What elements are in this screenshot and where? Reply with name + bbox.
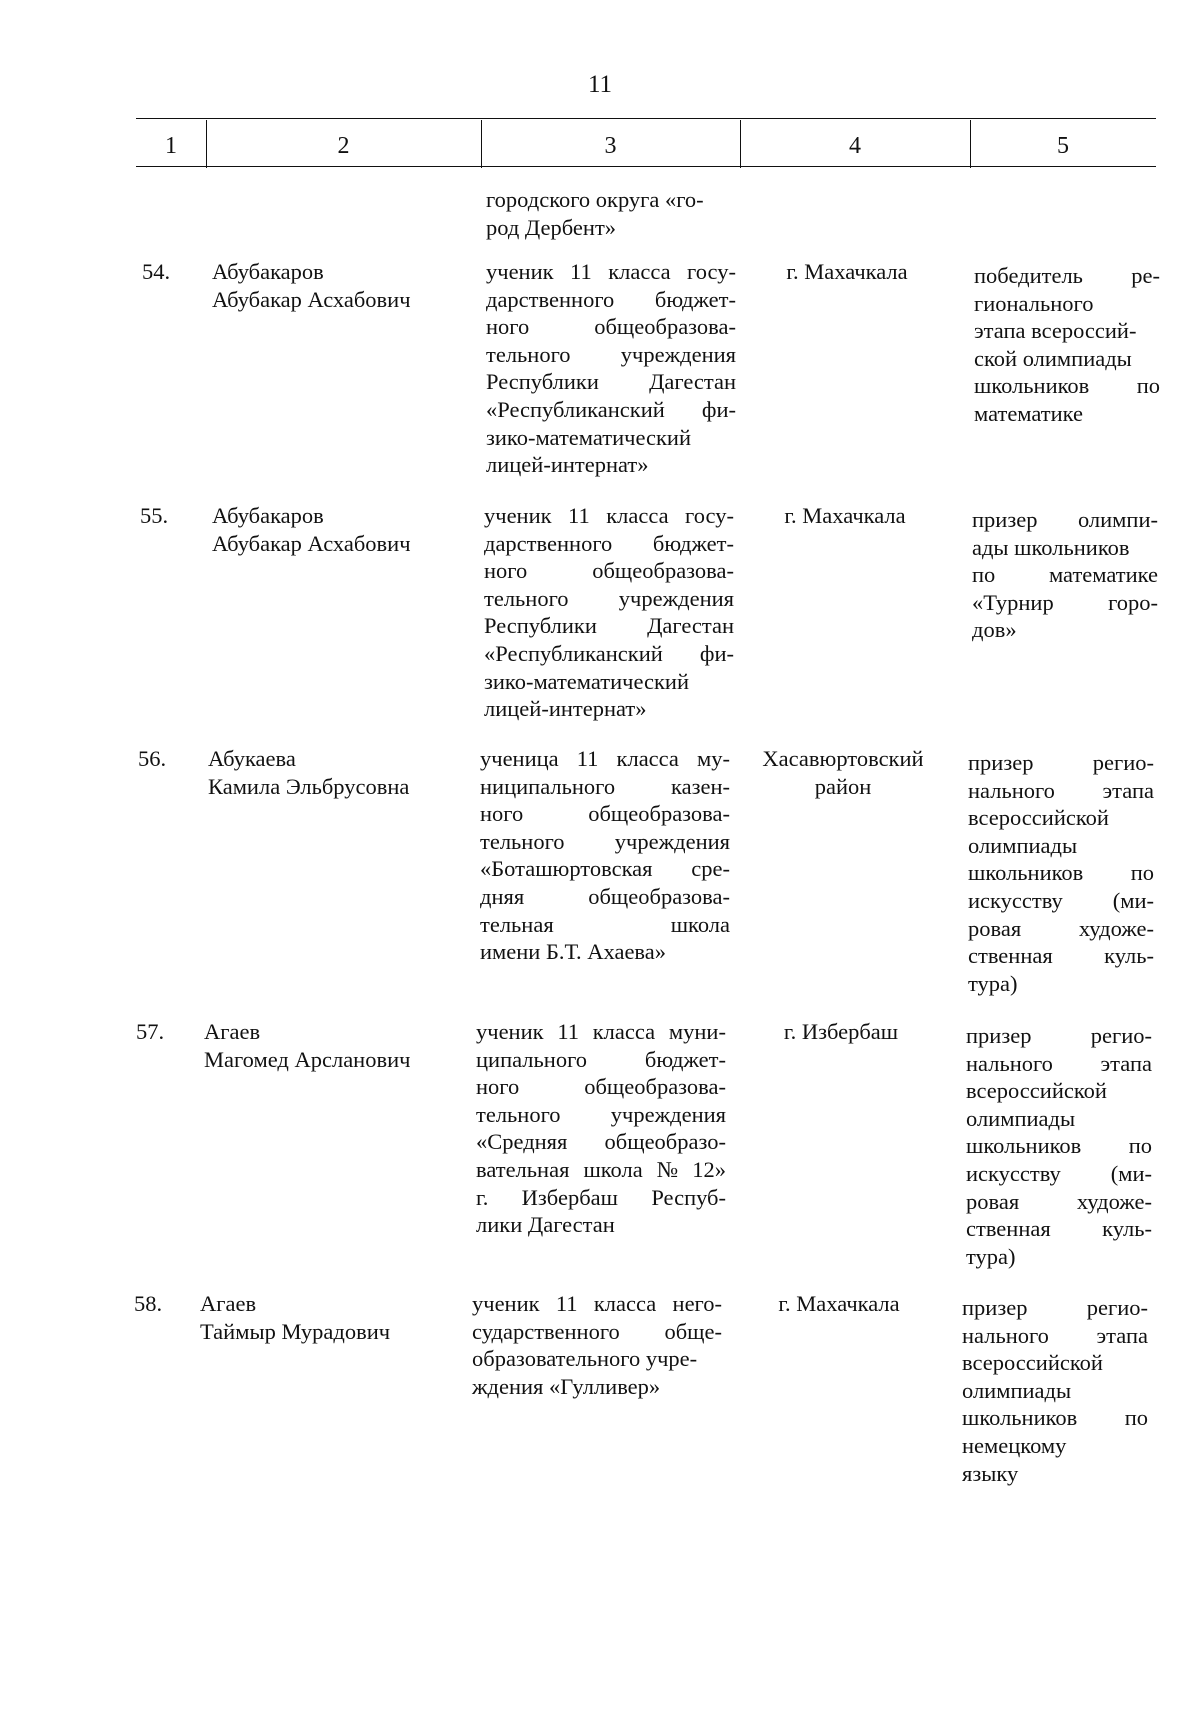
- award: [972, 506, 1158, 644]
- award-line: ской олимпиады: [974, 345, 1132, 371]
- award-line: олимпиады: [966, 1105, 1076, 1131]
- school-description-line: имени Б.Т. Ахаева»: [480, 939, 666, 965]
- city: [746, 1018, 936, 1046]
- school-description-line: образовательного учре-: [472, 1346, 698, 1372]
- city-line: Хасавюртовский: [762, 746, 924, 771]
- school-description-line: дняя общеобразова-: [480, 883, 730, 909]
- school-description: [472, 1290, 722, 1400]
- school-description-line: Республики Дагестан: [484, 613, 734, 639]
- school-description-line: ученик 11 класса госу-: [484, 503, 734, 528]
- header-cell-2: 2: [337, 133, 350, 159]
- city-line: г. Махачкала: [778, 1291, 900, 1316]
- header-cell-3: 3: [604, 133, 617, 159]
- school-description-line: тельного учреждения: [476, 1101, 726, 1127]
- school-description-line: тельного учреждения: [484, 585, 734, 611]
- row-number: 56.: [138, 746, 167, 771]
- school-description-line: лицей-интернат»: [486, 452, 649, 478]
- city-line: г. Махачкала: [784, 503, 906, 528]
- award-line: ровая художе-: [966, 1188, 1152, 1214]
- award: [966, 1022, 1152, 1270]
- award-line: ады школьников: [972, 534, 1130, 560]
- award-line: нального этапа: [962, 1322, 1148, 1348]
- award-line: нального этапа: [968, 777, 1154, 803]
- person-name: [200, 1290, 440, 1345]
- person-name-line: Абукаева: [208, 746, 296, 771]
- award-line: «Турнир горо-: [972, 589, 1158, 615]
- award-line: ровая художе-: [968, 915, 1154, 941]
- award-line: победитель ре-: [974, 263, 1160, 288]
- school-description-line: Республики Дагестан: [486, 369, 736, 395]
- header-cell-5: 5: [1057, 133, 1069, 159]
- award-line: школьников по: [966, 1133, 1152, 1159]
- school-description-line: ципального бюджет-: [476, 1046, 726, 1072]
- school-description-line: ного общеобразова-: [476, 1074, 726, 1100]
- award: [974, 262, 1160, 428]
- school-description-line: сударственного обще-: [472, 1318, 722, 1344]
- school-description-line: лики Дагестан: [476, 1212, 615, 1238]
- school-description: [486, 258, 736, 479]
- award: [968, 749, 1154, 997]
- city-line: г. Избербаш: [783, 1019, 899, 1044]
- award-line: призер регио-: [968, 750, 1154, 775]
- award-line: призер олимпи-: [972, 507, 1158, 532]
- row-number: 54.: [142, 259, 171, 284]
- header-cell-4: 4: [849, 133, 861, 159]
- school-description-line: «Республиканский фи-: [484, 640, 734, 666]
- person-name-line: Агаев: [204, 1019, 261, 1044]
- school-description-line: лицей-интернат»: [484, 696, 647, 722]
- person-name-line: Абубакар Асхабович: [212, 530, 411, 556]
- header-bottom-line: [136, 166, 1156, 167]
- continuation-line: род Дербент»: [486, 214, 617, 240]
- school-description-line: зико-математический: [484, 668, 689, 694]
- school-description-line: ного общеобразова-: [486, 314, 736, 340]
- person-name: [208, 745, 448, 800]
- award-line: школьников по: [974, 373, 1160, 399]
- continuation-text: [486, 186, 736, 241]
- city: [748, 745, 938, 800]
- award-line: дов»: [972, 617, 1017, 643]
- school-description-line: дарственного бюджет-: [486, 286, 736, 312]
- award-line: по математике: [972, 562, 1158, 588]
- award-line: гионального: [974, 290, 1094, 316]
- city: [752, 258, 942, 286]
- school-description-line: тельного учреждения: [486, 341, 736, 367]
- award-line: призер регио-: [966, 1023, 1152, 1048]
- school-description-line: ученица 11 класса му-: [480, 746, 730, 771]
- award-line: искусству (ми-: [968, 887, 1154, 913]
- person-name-line: Магомед Арсланович: [204, 1046, 411, 1072]
- school-description-line: «Средняя общеобразо-: [476, 1129, 726, 1155]
- city: [750, 502, 940, 530]
- school-description-line: ждения «Гулливер»: [472, 1373, 661, 1399]
- person-name-line: Абубакаров: [212, 259, 324, 284]
- award-line: немецкому: [962, 1432, 1067, 1458]
- school-description-line: дарственного бюджет-: [484, 530, 734, 556]
- award-line: языку: [962, 1460, 1019, 1486]
- award-line: школьников по: [968, 860, 1154, 886]
- school-description-line: тельного учреждения: [480, 828, 730, 854]
- row-number: 55.: [140, 503, 169, 528]
- continuation-line: городского округа «го-: [486, 187, 704, 212]
- award: [962, 1294, 1148, 1487]
- person-name-line: Агаев: [200, 1291, 257, 1316]
- school-description-line: «Боташюртовская сре-: [480, 856, 730, 882]
- award-line: призер регио-: [962, 1295, 1148, 1320]
- award-line: всероссийской: [968, 805, 1109, 831]
- award-line: математике: [974, 400, 1084, 426]
- header-top-line: [136, 118, 1156, 119]
- city-line: район: [814, 773, 872, 799]
- person-name-line: Таймыр Мурадович: [200, 1318, 391, 1344]
- school-description-line: ученик 11 класса госу-: [486, 259, 736, 284]
- school-description-line: вательная школа № 12»: [476, 1156, 726, 1182]
- award-line: школьников по: [962, 1405, 1148, 1431]
- header-cell-1: 1: [165, 133, 177, 159]
- person-name-line: Абубакар Асхабович: [212, 286, 411, 312]
- award-line: тура): [968, 970, 1018, 996]
- school-description-line: тельная школа: [480, 911, 730, 937]
- school-description-line: ного общеобразова-: [484, 558, 734, 584]
- person-name: [204, 1018, 444, 1073]
- award-line: нального этапа: [966, 1050, 1152, 1076]
- row-number: 57.: [136, 1019, 165, 1044]
- page-number: 11: [587, 71, 613, 98]
- school-description-line: ученик 11 класса муни-: [476, 1019, 726, 1044]
- award-line: олимпиады: [968, 832, 1078, 858]
- award-line: ственная куль-: [966, 1216, 1152, 1242]
- award-line: ственная куль-: [968, 943, 1154, 969]
- school-description: [476, 1018, 726, 1239]
- school-description-line: зико-математический: [486, 424, 691, 450]
- city-line: г. Махачкала: [786, 259, 908, 284]
- school-description-line: г. Избербаш Респуб-: [476, 1184, 726, 1210]
- school-description-line: ного общеобразова-: [480, 801, 730, 827]
- school-description: [480, 745, 730, 966]
- person-name: [212, 502, 452, 557]
- award-line: тура): [966, 1243, 1016, 1269]
- school-description: [484, 502, 734, 723]
- person-name-line: Абубакаров: [212, 503, 324, 528]
- award-line: этапа всероссий-: [974, 318, 1137, 344]
- person-name: [212, 258, 452, 313]
- school-description-line: «Республиканский фи-: [486, 396, 736, 422]
- school-description-line: ниципального казен-: [480, 773, 730, 799]
- award-line: всероссийской: [962, 1350, 1103, 1376]
- award-line: искусству (ми-: [966, 1160, 1152, 1186]
- award-line: всероссийской: [966, 1078, 1107, 1104]
- city: [744, 1290, 934, 1318]
- award-line: олимпиады: [962, 1377, 1072, 1403]
- school-description-line: ученик 11 класса него-: [472, 1291, 722, 1316]
- person-name-line: Камила Эльбрусовна: [208, 773, 410, 799]
- row-number: 58.: [134, 1291, 163, 1316]
